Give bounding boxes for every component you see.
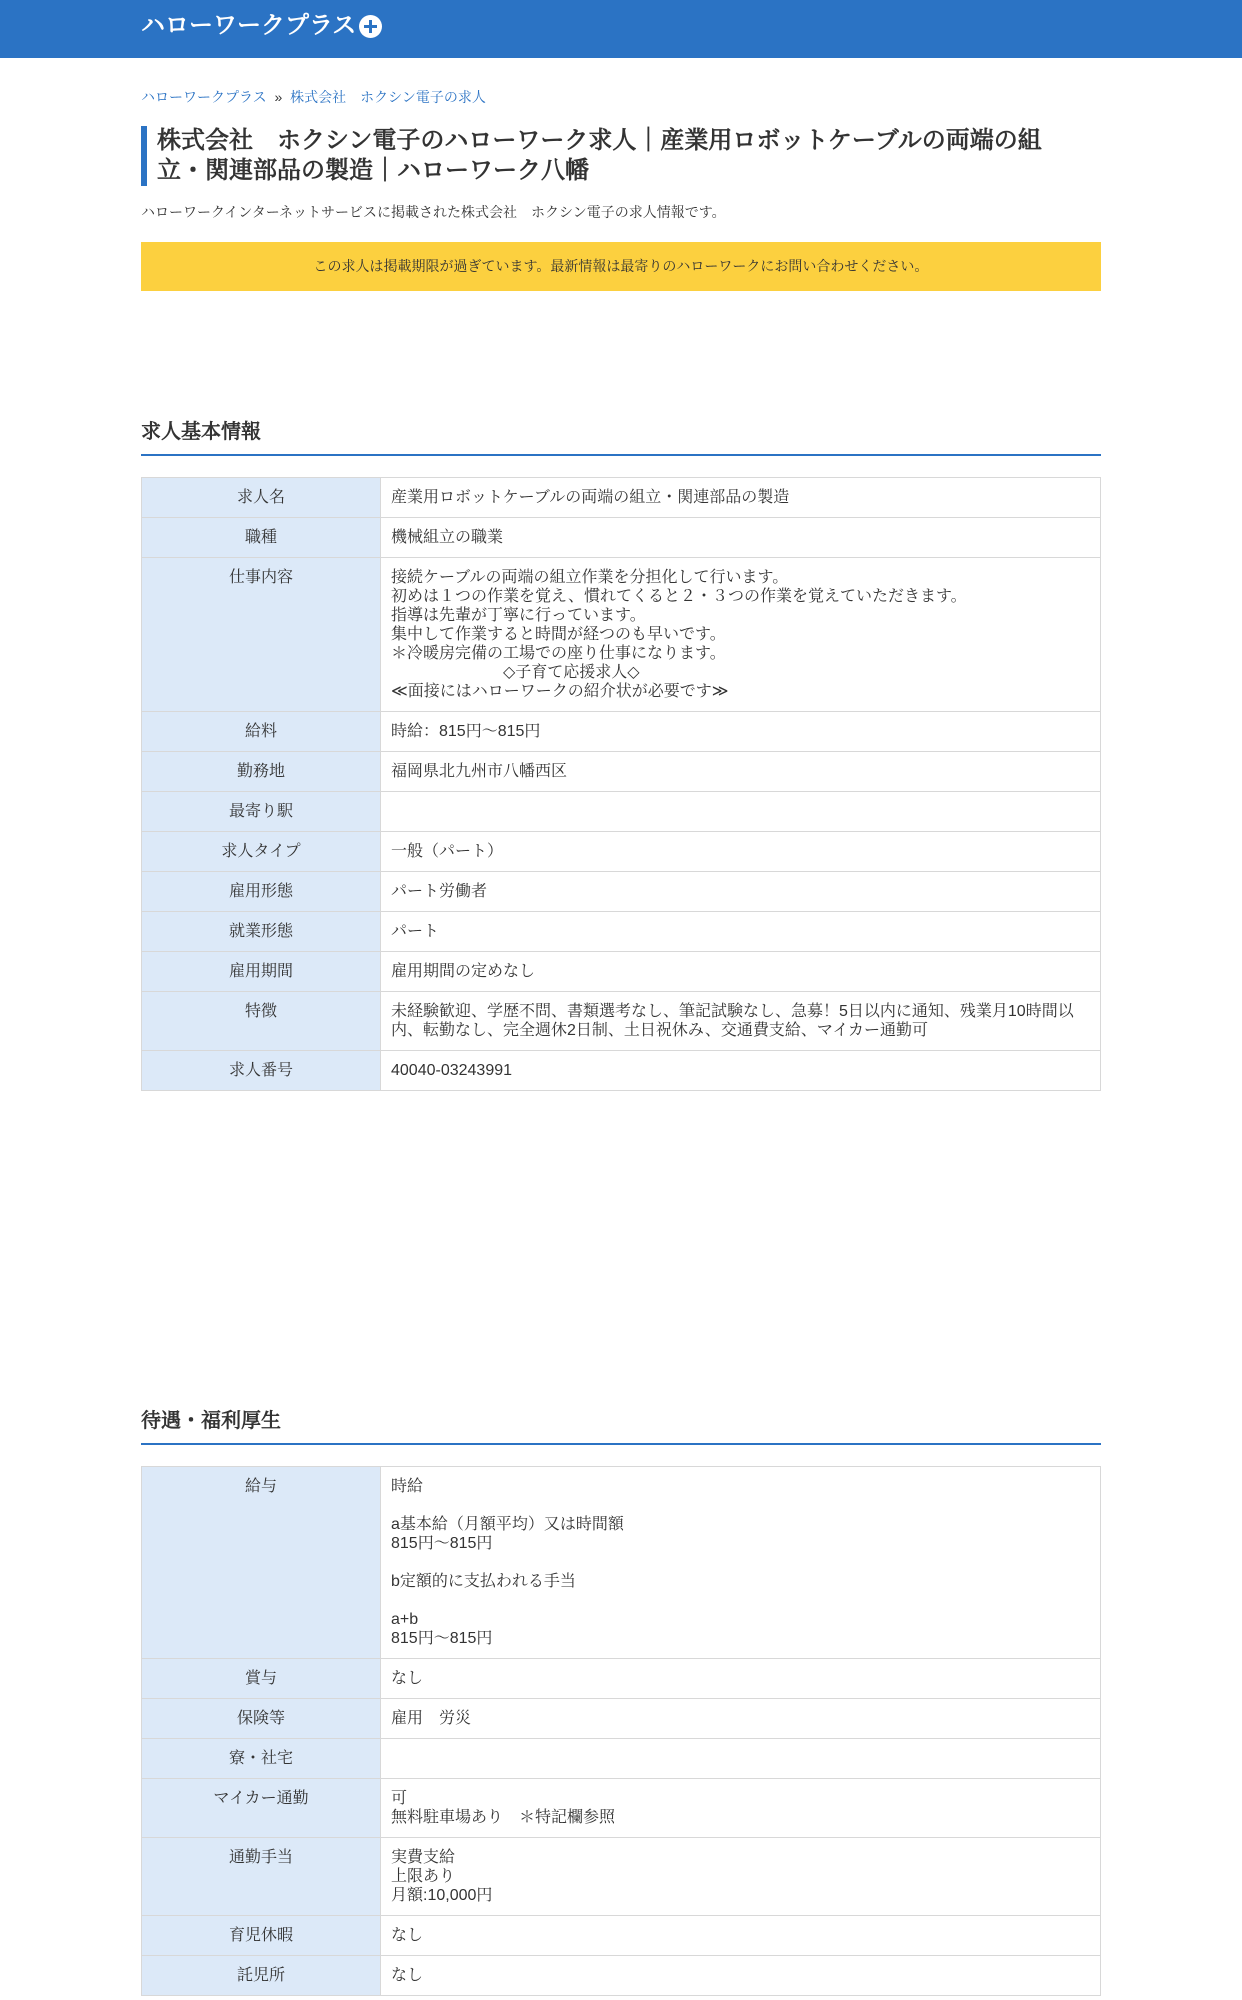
page-title: 株式会社 ホクシン電子のハローワーク求人｜産業用ロボットケーブルの両端の組立・関連部品の製造｜ハローワーク八幡 xyxy=(157,127,1042,184)
table-row xyxy=(142,872,1101,912)
table-row xyxy=(142,912,1101,952)
row-label: 託児所 xyxy=(142,1956,381,1996)
table-row xyxy=(142,952,1101,992)
row-label: 保険等 xyxy=(142,1699,381,1739)
row-label: 就業形態 xyxy=(142,912,381,952)
site-logo[interactable] xyxy=(141,11,382,41)
table-row xyxy=(142,1838,1101,1916)
row-value: 産業用ロボットケーブルの両端の組立・関連部品の製造 xyxy=(381,478,1101,518)
row-value: 可 無料駐車場あり ＊特記欄参照 xyxy=(381,1779,1101,1838)
breadcrumb xyxy=(141,88,1101,106)
breadcrumb-home-link[interactable]: ハローワークプラス xyxy=(141,89,267,105)
plus-circle-icon xyxy=(359,15,382,38)
page-lead-text: ハローワークインターネットサービスに掲載された株式会社 ホクシン電子の求人情報です。 xyxy=(141,204,726,220)
row-value: なし xyxy=(381,1916,1101,1956)
row-label: 求人名 xyxy=(142,478,381,518)
table-row xyxy=(142,792,1101,832)
row-value: 機械組立の職業 xyxy=(381,518,1101,558)
table-row xyxy=(142,832,1101,872)
site-header xyxy=(0,0,1242,58)
row-label: 仕事内容 xyxy=(142,558,381,712)
row-value xyxy=(381,1739,1101,1779)
row-label: 育児休暇 xyxy=(142,1916,381,1956)
section-title-basic-info: 求人基本情報 xyxy=(141,419,1101,456)
table-row xyxy=(142,712,1101,752)
basic-info-table xyxy=(141,477,1101,1091)
row-label: 職種 xyxy=(142,518,381,558)
welfare-table xyxy=(141,1466,1101,1996)
table-row xyxy=(142,1779,1101,1838)
row-value: 実費支給 上限あり 月額:10,000円 xyxy=(381,1838,1101,1916)
table-row xyxy=(142,1956,1101,1996)
table-row xyxy=(142,752,1101,792)
table-row xyxy=(142,1051,1101,1091)
breadcrumb-company-link[interactable]: 株式会社 ホクシン電子の求人 xyxy=(290,89,486,105)
row-value: パート労働者 xyxy=(381,872,1101,912)
row-value: なし xyxy=(381,1659,1101,1699)
row-value: パート xyxy=(381,912,1101,952)
row-label: 求人タイプ xyxy=(142,832,381,872)
row-label: 給与 xyxy=(142,1467,381,1659)
row-label: 勤務地 xyxy=(142,752,381,792)
table-row xyxy=(142,992,1101,1051)
row-value: なし xyxy=(381,1956,1101,1996)
row-label: 給料 xyxy=(142,712,381,752)
row-value: 雇用期間の定めなし xyxy=(381,952,1101,992)
row-label: 雇用形態 xyxy=(142,872,381,912)
row-value: 一般（パート） xyxy=(381,832,1101,872)
row-value: 接続ケーブルの両端の組立作業を分担化して行います。 初めは１つの作業を覚え、慣れてくると２・３つの作業を覚えていただきます。 指導は先輩が丁寧に行っています。 集中して作業すると時間が経つのも早いです。 ＊冷暖房完備の工場での座り仕事になります。 ◇子育て応援求人◇ ≪面接にはハローワークの紹介状が必要です≫ xyxy=(381,558,1101,712)
row-value: 時給 a基本給（月額平均）又は時間額 815円～815円 b定額的に支払われる手当 a+b 815円～815円 xyxy=(381,1467,1101,1659)
row-label: 求人番号 xyxy=(142,1051,381,1091)
row-label: 雇用期間 xyxy=(142,952,381,992)
expired-notice-banner: この求人は掲載期限が過ぎています。最新情報は最寄りのハローワークにお問い合わせください。 xyxy=(141,242,1101,291)
row-value: 時給：815円～815円 xyxy=(381,712,1101,752)
row-value: 40040-03243991 xyxy=(381,1051,1101,1091)
row-label: 特徴 xyxy=(142,992,381,1051)
row-value: 福岡県北九州市八幡西区 xyxy=(381,752,1101,792)
table-row xyxy=(142,1659,1101,1699)
section-title-welfare: 待遇・福利厚生 xyxy=(141,1408,1101,1445)
row-value xyxy=(381,792,1101,832)
row-label: 賞与 xyxy=(142,1659,381,1699)
site-logo-text: ハローワークプラス xyxy=(141,12,357,39)
row-label: 通勤手当 xyxy=(142,1838,381,1916)
row-label: マイカー通勤 xyxy=(142,1779,381,1838)
welfare-table-wrap xyxy=(141,1466,1101,1996)
row-value: 雇用 労災 xyxy=(381,1699,1101,1739)
table-row xyxy=(142,478,1101,518)
page-title-block xyxy=(141,126,1101,186)
breadcrumb-separator: » xyxy=(274,89,283,105)
table-row xyxy=(142,558,1101,712)
table-row xyxy=(142,1916,1101,1956)
row-label: 寮・社宅 xyxy=(142,1739,381,1779)
table-row xyxy=(142,1467,1101,1659)
table-row xyxy=(142,1699,1101,1739)
basic-info-table-wrap xyxy=(141,477,1101,1091)
table-row xyxy=(142,518,1101,558)
row-value: 未経験歓迎、学歴不問、書類選考なし、筆記試験なし、急募！5日以内に通知、残業月10時間以内、転勤なし、完全週休2日制、土日祝休み、交通費支給、マイカー通勤可 xyxy=(381,992,1101,1051)
table-row xyxy=(142,1739,1101,1779)
row-label: 最寄り駅 xyxy=(142,792,381,832)
